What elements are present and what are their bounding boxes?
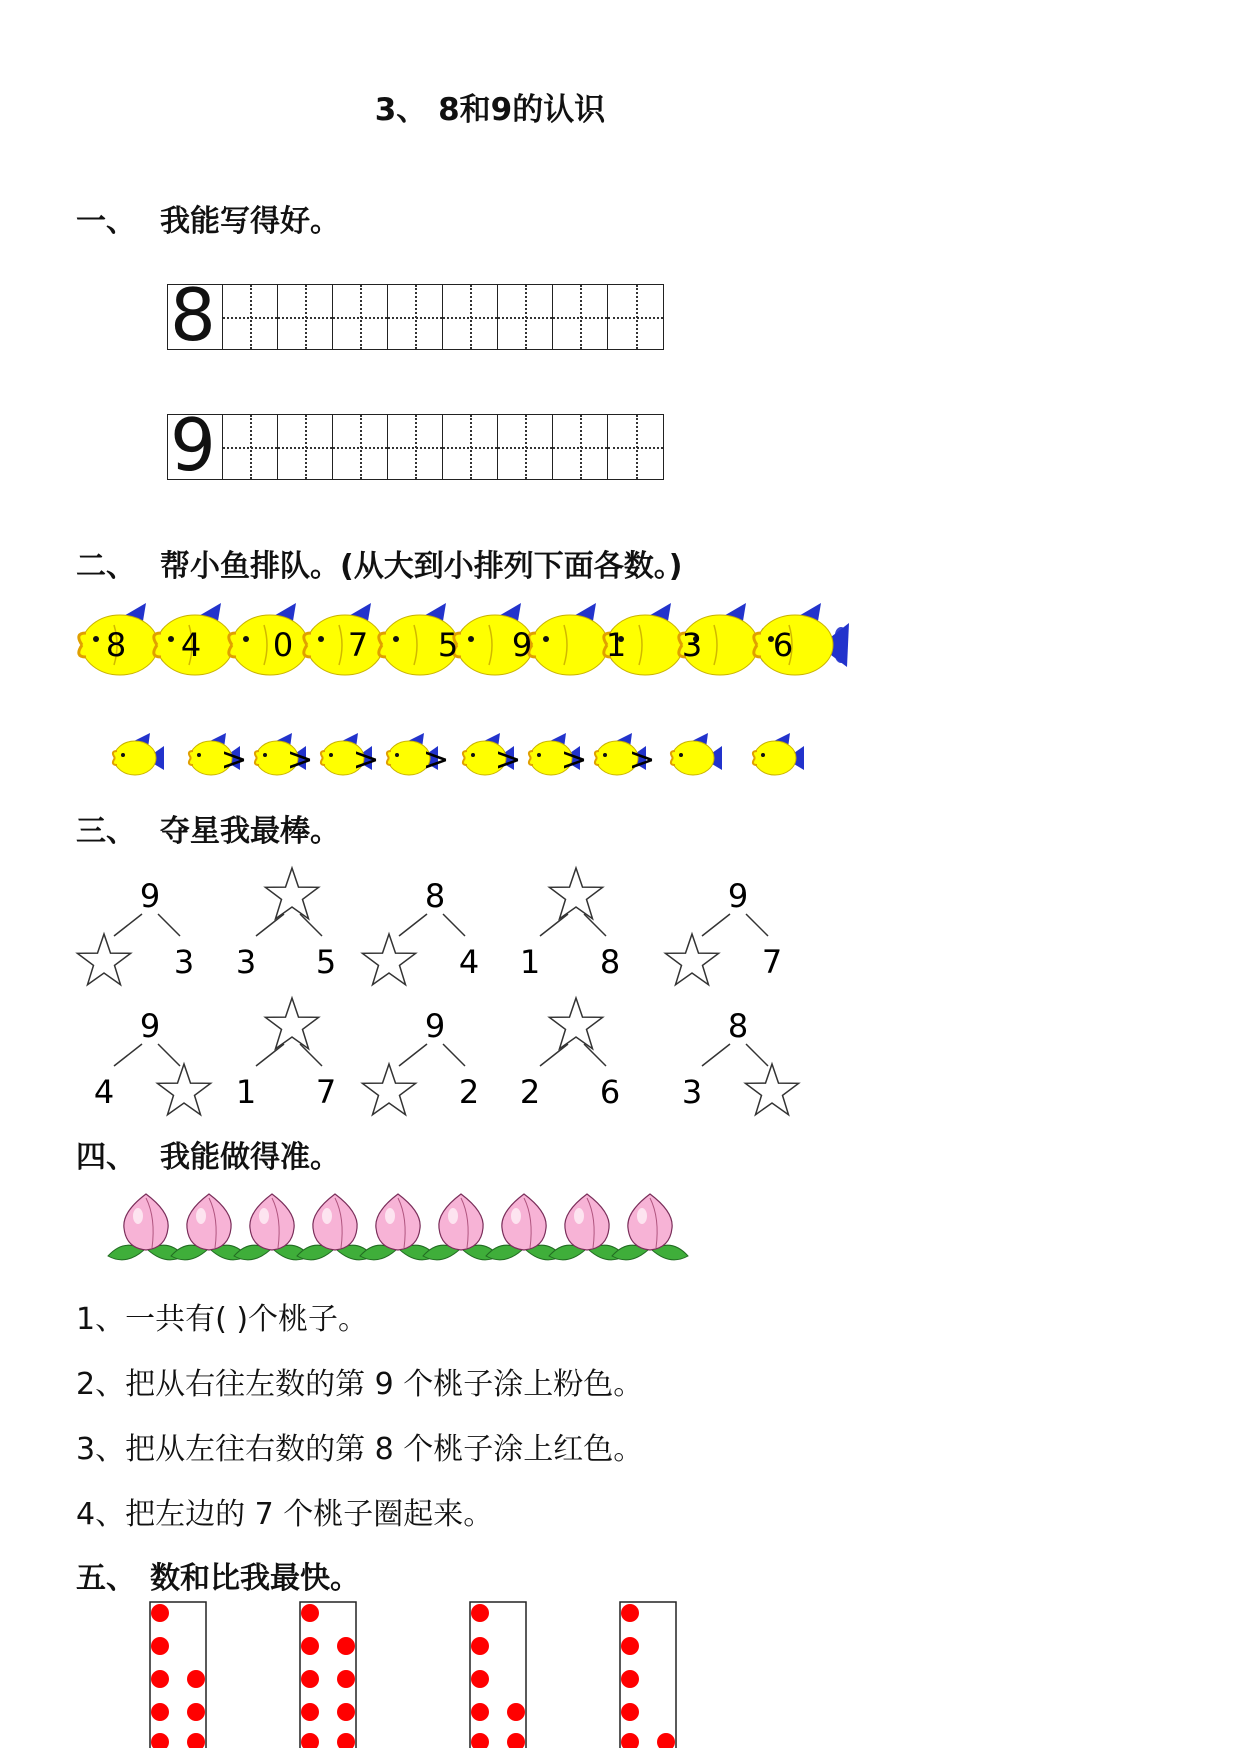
fish-number: 6 — [772, 626, 794, 664]
section-3-number: 三、 — [76, 814, 136, 849]
fish-number: 5 — [437, 626, 459, 664]
bond-left: 1 — [519, 943, 541, 981]
writing-cell — [168, 403, 223, 487]
bond-right-star-icon[interactable] — [745, 1064, 798, 1115]
gt-sign: > — [286, 740, 314, 778]
section-2-label: 帮小鱼排队。(从大到小排列下面各数。) — [160, 549, 683, 584]
section-5-label: 数和比我最快。 — [150, 1561, 360, 1596]
bond-line — [540, 914, 568, 936]
section-1-label: 我能写得好。 — [160, 204, 340, 239]
dot-card-3 — [470, 1602, 526, 1748]
fish-row — [79, 603, 849, 675]
section-4-label: 我能做得准。 — [160, 1140, 340, 1175]
writing-grid-8[interactable] — [167, 273, 664, 357]
dot-card-4 — [620, 1602, 676, 1748]
fish-area — [0, 600, 1234, 800]
page-title: 3、 8和9的认识 — [374, 92, 606, 128]
peach-icon[interactable] — [423, 1194, 499, 1260]
bond-line — [158, 1044, 180, 1066]
section-3-heading — [76, 806, 340, 850]
writing-grid-9[interactable] — [167, 403, 664, 487]
writing-cell[interactable] — [278, 415, 333, 479]
model-digit-9: 9 — [170, 403, 216, 487]
peach-icon[interactable] — [234, 1194, 310, 1260]
bond-line — [443, 914, 465, 936]
bond-line — [702, 1044, 730, 1066]
bond-right: 3 — [173, 943, 195, 981]
peach-icon[interactable] — [360, 1194, 436, 1260]
dot-card-2 — [300, 1602, 356, 1748]
fish-number: 0 — [272, 626, 294, 664]
bond-line — [256, 1044, 284, 1066]
section-4-number: 四、 — [76, 1140, 136, 1175]
bond-left-star-icon[interactable] — [362, 1064, 415, 1115]
writing-cell[interactable] — [278, 285, 333, 349]
question-2: 2、把从右往左数的第 9 个桃子涂上粉色。 — [76, 1367, 644, 1402]
bond-line — [114, 914, 142, 936]
bond-left: 4 — [93, 1073, 115, 1111]
bond-line — [399, 914, 427, 936]
bond-line — [158, 914, 180, 936]
writing-cell[interactable] — [443, 285, 498, 349]
bond-top: 9 — [139, 877, 161, 915]
bond-line — [702, 914, 730, 936]
peach-icon[interactable] — [108, 1194, 184, 1260]
bond-left: 3 — [235, 943, 257, 981]
question-3: 3、把从左往右数的第 8 个桃子涂上红色。 — [76, 1432, 644, 1467]
bond-top-star-icon[interactable] — [265, 998, 318, 1049]
bond-line — [300, 914, 322, 936]
fish-number: 3 — [681, 626, 703, 664]
gt-sign: > — [628, 740, 656, 778]
question-1: 1、一共有( )个桃子。 — [76, 1302, 369, 1337]
writing-cell[interactable] — [223, 285, 278, 349]
bond-right: 2 — [458, 1073, 480, 1111]
bond-left: 2 — [519, 1073, 541, 1111]
gt-sign: > — [352, 740, 380, 778]
writing-cell[interactable] — [608, 415, 663, 479]
bond-left-star-icon[interactable] — [362, 934, 415, 985]
bond-top: 8 — [727, 1007, 749, 1045]
bond-left: 3 — [681, 1073, 703, 1111]
gt-sign: > — [560, 740, 588, 778]
bond-right: 7 — [761, 943, 783, 981]
gt-sign: > — [422, 740, 450, 778]
writing-cell[interactable] — [553, 285, 608, 349]
model-digit-8: 8 — [170, 273, 216, 357]
fish-10 — [754, 603, 849, 675]
gt-sign: > — [220, 740, 248, 778]
bond-left: 1 — [235, 1073, 257, 1111]
bond-line — [300, 1044, 322, 1066]
number-bonds — [0, 860, 1234, 1130]
writing-cell[interactable] — [498, 415, 553, 479]
dot-card-1 — [150, 1602, 206, 1748]
section-5-number: 五、 — [76, 1561, 136, 1596]
bond-top-star-icon[interactable] — [549, 998, 602, 1049]
gt-sign: > — [494, 740, 522, 778]
bond-right: 4 — [458, 943, 480, 981]
bond-left-star-icon[interactable] — [77, 934, 130, 985]
writing-cell[interactable] — [498, 285, 553, 349]
fish-number: 8 — [105, 626, 127, 664]
answer-fish — [753, 733, 804, 775]
bond-line — [540, 1044, 568, 1066]
peach-icon[interactable] — [171, 1194, 247, 1260]
fish-number: 7 — [347, 626, 369, 664]
bond-right: 6 — [599, 1073, 621, 1111]
writing-cell[interactable] — [333, 285, 388, 349]
section-2-heading — [76, 541, 682, 585]
writing-cell — [168, 273, 223, 357]
section-1-number: 一、 — [76, 204, 136, 239]
section-3-label: 夺星我最棒。 — [160, 814, 340, 849]
bond-left-star-icon[interactable] — [665, 934, 718, 985]
bond-top-star-icon[interactable] — [265, 868, 318, 919]
bond-top: 9 — [424, 1007, 446, 1045]
fish-number: 1 — [605, 626, 627, 664]
bond-top: 9 — [139, 1007, 161, 1045]
bond-right: 8 — [599, 943, 621, 981]
section-4-heading — [76, 1132, 340, 1176]
bond-right-star-icon[interactable] — [157, 1064, 210, 1115]
bond-line — [584, 914, 606, 936]
peach-row — [100, 1192, 700, 1272]
question-4: 4、把左边的 7 个桃子圈起来。 — [76, 1497, 494, 1532]
peach-icon[interactable] — [549, 1194, 625, 1260]
bond-line — [746, 914, 768, 936]
bond-line — [746, 1044, 768, 1066]
bond-top: 9 — [727, 877, 749, 915]
bond-line — [399, 1044, 427, 1066]
bond-line — [256, 914, 284, 936]
fish-number: 4 — [180, 626, 202, 664]
bond-line — [443, 1044, 465, 1066]
section-5-heading — [76, 1553, 360, 1597]
bond-right: 7 — [315, 1073, 337, 1111]
answer-fish — [671, 733, 722, 775]
writing-cell[interactable] — [553, 415, 608, 479]
writing-cell[interactable] — [388, 285, 443, 349]
writing-cell[interactable] — [608, 285, 663, 349]
dot-cards — [0, 1600, 1234, 1748]
writing-cell[interactable] — [388, 415, 443, 479]
section-2-number: 二、 — [76, 549, 136, 584]
bond-top: 8 — [424, 877, 446, 915]
answer-fish-row — [113, 733, 804, 778]
writing-cell[interactable] — [223, 415, 278, 479]
fish-number: 9 — [511, 626, 533, 664]
peach-icon[interactable] — [297, 1194, 373, 1260]
bond-top-star-icon[interactable] — [549, 868, 602, 919]
answer-fish — [113, 733, 164, 775]
bond-right: 5 — [315, 943, 337, 981]
bond-line — [584, 1044, 606, 1066]
writing-cell[interactable] — [443, 415, 498, 479]
peach-icon[interactable] — [612, 1194, 688, 1260]
bond-line — [114, 1044, 142, 1066]
section-1-heading — [76, 196, 340, 240]
writing-cell[interactable] — [333, 415, 388, 479]
peach-icon[interactable] — [486, 1194, 562, 1260]
